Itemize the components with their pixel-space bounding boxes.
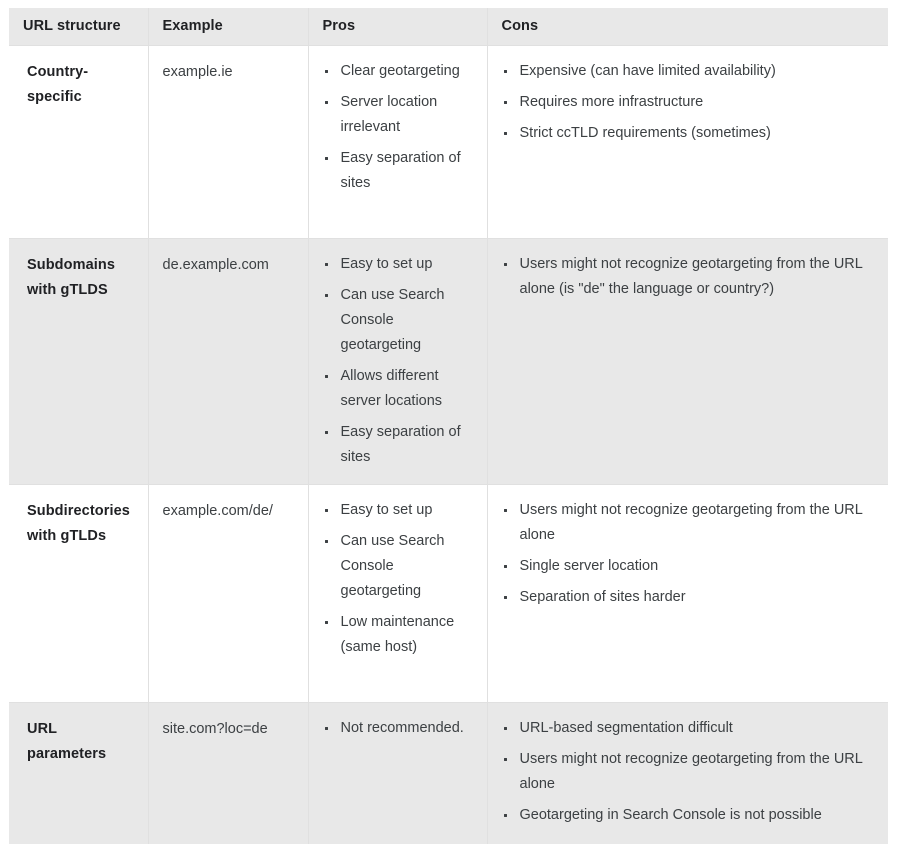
cons-list — [498, 252, 875, 302]
list-item: URL-based segmentation difficult — [498, 716, 875, 741]
column-header-pros: Pros — [308, 8, 487, 46]
list-item: Can use Search Console geotargeting — [319, 529, 473, 604]
cell-pros-list — [308, 239, 487, 485]
table-header — [9, 8, 888, 46]
list-item: Easy separation of sites — [319, 420, 473, 470]
cell-cons-list — [487, 239, 888, 485]
pros-list — [319, 716, 473, 741]
list-item: Not recommended. — [319, 716, 473, 741]
column-header-example: Example — [148, 8, 308, 46]
cell-url-structure: URL parameters — [9, 703, 148, 844]
table-header-row — [9, 8, 888, 46]
cell-pros-list — [308, 485, 487, 703]
pros-list — [319, 59, 473, 196]
cell-cons-list — [487, 485, 888, 703]
list-item: Users might not recognize geotargeting from the URL alone — [498, 498, 875, 548]
list-item: Server location irrelevant — [319, 90, 473, 140]
cons-list — [498, 716, 875, 828]
cell-cons-list — [487, 703, 888, 844]
table-row — [9, 239, 888, 485]
list-item: Can use Search Console geotargeting — [319, 283, 473, 358]
list-item: Easy to set up — [319, 498, 473, 523]
list-item: Expensive (can have limited availability) — [498, 59, 875, 84]
list-item: Requires more infrastructure — [498, 90, 875, 115]
cell-example: example.com/de/ — [148, 485, 308, 703]
cell-url-structure: Subdirectories with gTLDs — [9, 485, 148, 703]
cell-example: site.com?loc=de — [148, 703, 308, 844]
cell-cons-list — [487, 46, 888, 239]
list-item: Easy separation of sites — [319, 146, 473, 196]
list-item: Strict ccTLD requirements (sometimes) — [498, 121, 875, 146]
list-item: Single server location — [498, 554, 875, 579]
cell-pros-list — [308, 703, 487, 844]
table-row — [9, 703, 888, 844]
cell-pros-list — [308, 46, 487, 239]
cell-example: de.example.com — [148, 239, 308, 485]
cell-url-structure: Subdomains with gTLDS — [9, 239, 148, 485]
table-body — [9, 46, 888, 844]
list-item: Users might not recognize geotargeting from the URL alone — [498, 747, 875, 797]
pros-list — [319, 498, 473, 660]
list-item: Low maintenance (same host) — [319, 610, 473, 660]
url-structure-comparison-table — [9, 8, 888, 844]
list-item: Users might not recognize geotargeting from the URL alone (is "de" the language or country?) — [498, 252, 875, 302]
pros-list — [319, 252, 473, 470]
column-header-cons: Cons — [487, 8, 888, 46]
list-item: Separation of sites harder — [498, 585, 875, 610]
column-header-url-structure: URL structure — [9, 8, 148, 46]
list-item: Geotargeting in Search Console is not possible — [498, 803, 875, 828]
cell-example: example.ie — [148, 46, 308, 239]
table-row — [9, 485, 888, 703]
list-item: Clear geotargeting — [319, 59, 473, 84]
cons-list — [498, 59, 875, 146]
list-item: Easy to set up — [319, 252, 473, 277]
table-row — [9, 46, 888, 239]
cell-url-structure: Country-specific — [9, 46, 148, 239]
cons-list — [498, 498, 875, 610]
list-item: Allows different server locations — [319, 364, 473, 414]
